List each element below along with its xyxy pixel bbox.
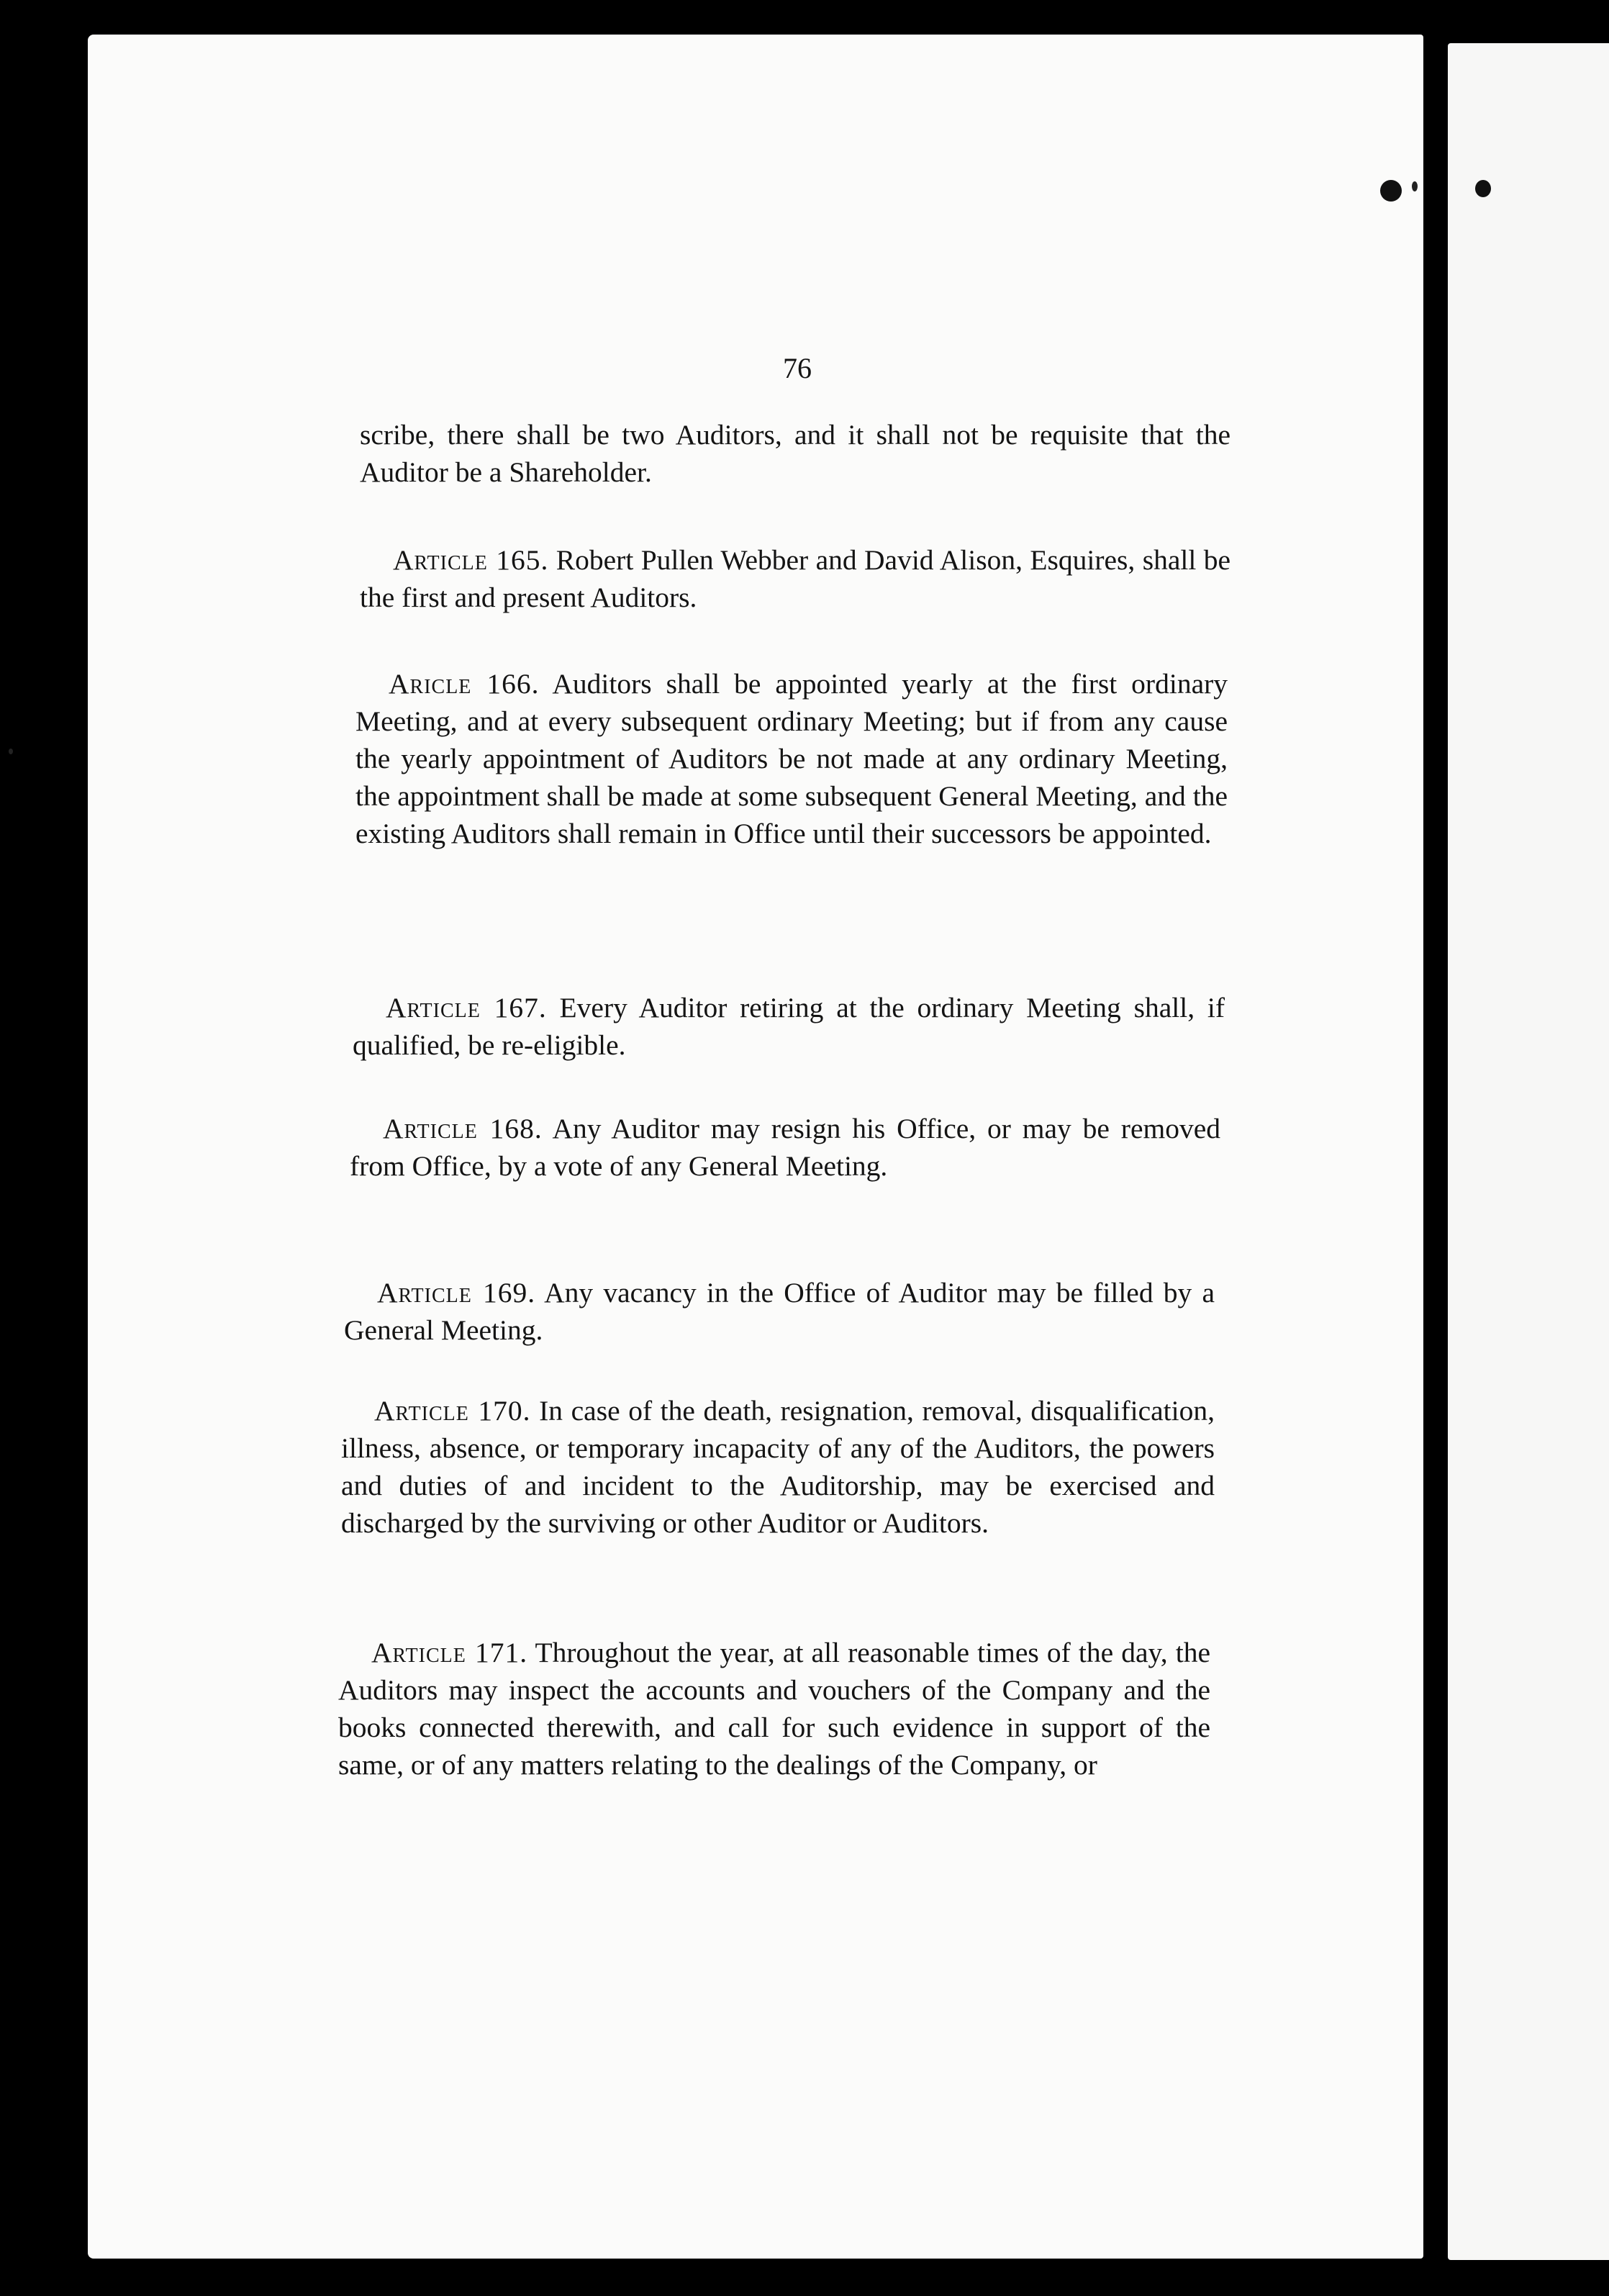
article-label: Article 168. bbox=[383, 1113, 543, 1144]
paragraph-article-166 bbox=[355, 665, 1228, 852]
paragraph-text: Robert Pullen Webber and David Alison, Esquires, shall be the first and present Auditors. bbox=[360, 544, 1230, 613]
paragraph-article-170 bbox=[341, 1392, 1215, 1542]
paragraph-article-165 bbox=[360, 541, 1230, 616]
article-label: Aricle 166. bbox=[389, 668, 540, 700]
paragraph-text: Every Auditor retiring at the ordinary Meeting shall, if qualified, be re-eligible. bbox=[353, 992, 1225, 1061]
article-label: Article 169. bbox=[377, 1277, 536, 1309]
article-label: Article 170. bbox=[374, 1395, 531, 1427]
paragraph-text: In case of the death, resignation, removal, disqualification, illness, absence, or temporary incapacity of any of the Auditors, the powers and duties of and incident to the Auditorship, may be exercised and discharged by the surviving or other Auditor or Auditors. bbox=[341, 1395, 1215, 1539]
page-number: 76 bbox=[783, 352, 812, 384]
article-label: Article 167. bbox=[386, 992, 547, 1023]
paragraph-article-171 bbox=[338, 1634, 1210, 1784]
paragraph-continuation bbox=[360, 416, 1230, 491]
paragraph-text: Any vacancy in the Office of Auditor may be filled by a General Meeting. bbox=[344, 1277, 1215, 1346]
scan-speck bbox=[9, 749, 13, 754]
paragraph-text: Auditors shall be appointed yearly at the first ordinary Meeting, and at every subsequent ordinary Meeting; but if from any cause the yearly appointment of Auditors be not made at any ordinary Meeting, the appointment shall be made at some subsequent General Meeting, and the existing Auditors shall remain in Office until their successors be appointed. bbox=[355, 668, 1228, 849]
paragraph-article-168 bbox=[350, 1110, 1220, 1185]
paragraph-text: scribe, there shall be two Auditors, and it shall not be requisite that the Auditor be a Shareholder. bbox=[360, 419, 1230, 488]
paragraph-text: Throughout the year, at all reasonable times of the day, the Auditors may inspect the accounts and vouchers of the Company and the books connected therewith, and call for such evidence in support of the same, or of any matters relating to the dealings of the Company, or bbox=[338, 1637, 1210, 1781]
binding-hole-right bbox=[1475, 180, 1491, 197]
paragraph-article-169 bbox=[344, 1274, 1215, 1349]
article-label: Article 165. bbox=[393, 544, 549, 576]
adjacent-page-edge bbox=[1448, 43, 1609, 2260]
binding-hole-left bbox=[1380, 180, 1402, 202]
paragraph-article-167 bbox=[353, 989, 1225, 1064]
article-label: Article 171. bbox=[371, 1637, 528, 1668]
scan-speck bbox=[1412, 181, 1418, 191]
paragraph-text: Any Auditor may resign his Office, or may be removed from Office, by a vote of any General Meeting. bbox=[350, 1113, 1220, 1182]
